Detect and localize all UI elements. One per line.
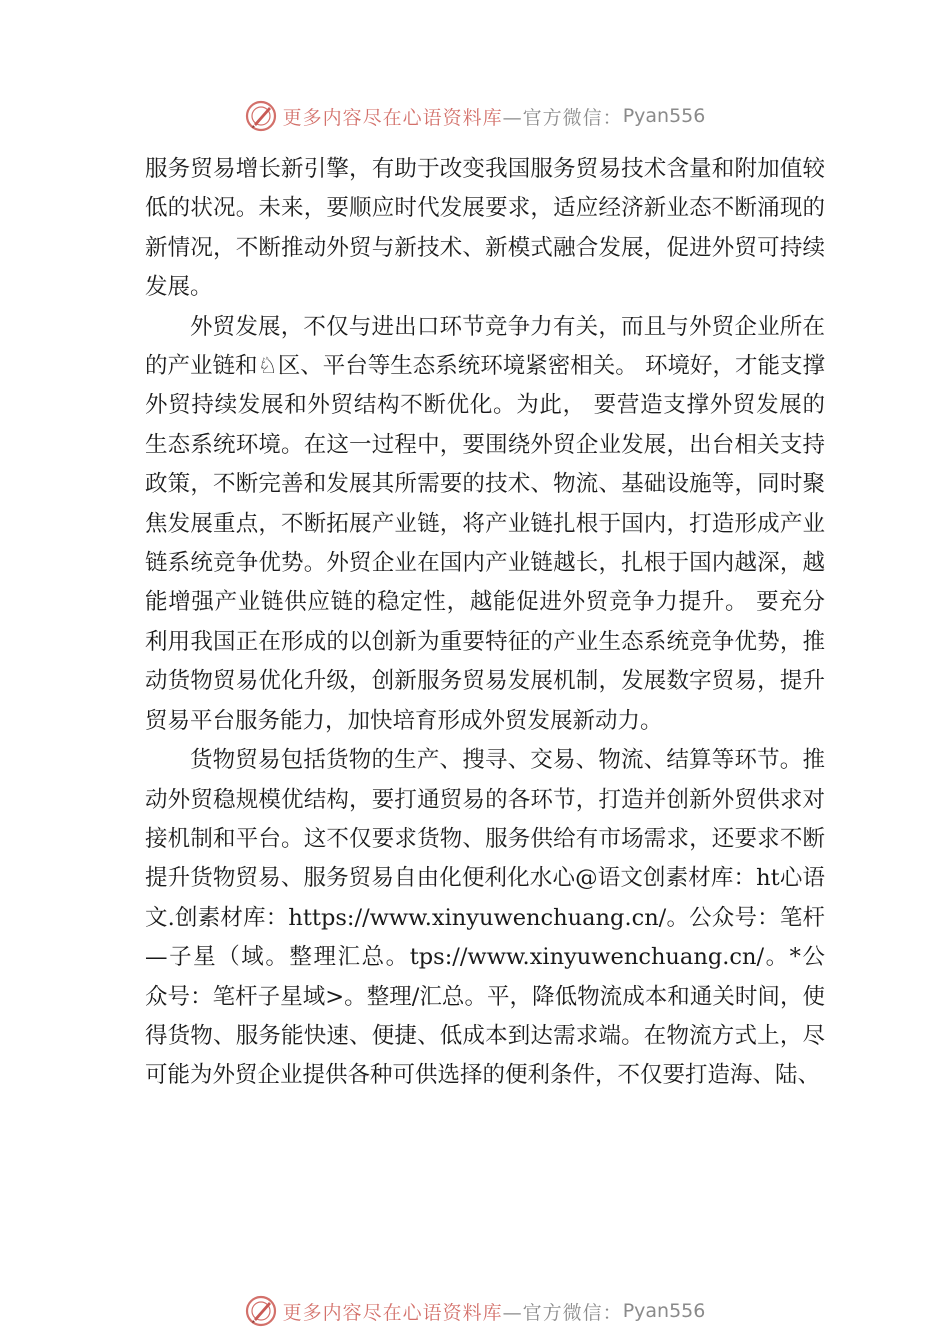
banner-wechat-id: Pyan556 <box>622 105 706 127</box>
footer-banner <box>0 1291 950 1331</box>
paragraph-2: 外贸发展，不仅与进出口环节竞争力有关，而且与外贸企业所在的产业链和♘区、平台等生态系统环境紧密相关。 环境好，才能支撑外贸持续发展和外贸结构不断优化。为此， 要营造支撑外贸发展的生态系统环境。在这一过程中，要围绕外贸企业发展，出台相关支持政策，不断完善和发展其所需要的技术、物流、基础设施等，同时聚焦发展重点，不断拓展产业链，将产业链扎根于国内，打造形成产业链系统竞争优势。外贸企业在国内产业链越长，扎根于国内越深，越能增强产业链供应链的稳定性，越能促进外贸竞争力提升。 要充分利用我国正在形成的以创新为重要特征的产业生态系统竞争优势，推动货物贸易优化升级，创新服务贸易发展机制，发展数字贸易，提升贸易平台服务能力，加快培育形成外贸发展新动力。 <box>145 313 825 734</box>
paragraph-3: 货物贸易包括货物的生产、搜寻、交易、物流、结算等环节。推动外贸稳规模优结构，要打通贸易的各环节，打造并创新外贸供求对接机制和平台。这不仅要求货物、服务供给有市场需求，还要求不断提升货物贸易、服务贸易自由化便利化水心@语文创素材库：ht心语文.创素材库：https://www.xinyuwenchuang.cn/。公众号：笔杆—子星（域。整理汇总。tps://www.xinyuwenchuang.cn/。*公众号：笔杆子星域>。整理/汇总。平，降低物流成本和通关时间，使得货物、服务能快速、便捷、低成本到达需求端。在物流方式上，尽可能为外贸企业提供各种可供选择的便利条件，不仅要打造海、陆、 <box>145 747 825 1089</box>
banner-wechat-label: —官方微信： <box>502 106 623 129</box>
banner-wechat-id: Pyan556 <box>622 1300 706 1322</box>
header-banner <box>0 96 950 136</box>
document-body <box>145 150 825 1096</box>
logo-icon <box>245 1295 277 1327</box>
logo-icon <box>245 100 277 132</box>
banner-site-name: 更多内容尽在心语资料库 <box>282 106 503 129</box>
banner-wechat-label: —官方微信： <box>502 1301 623 1324</box>
paragraph-1: 服务贸易增长新引擎，有助于改变我国服务贸易技术含量和附加值较低的状况。未来，要顺应时代发展要求，适应经济新业态不断涌现的新情况，不断推动外贸与新技术、新模式融合发展，促进外贸可持续发展。 <box>145 156 825 301</box>
banner-site-name: 更多内容尽在心语资料库 <box>282 1301 503 1324</box>
